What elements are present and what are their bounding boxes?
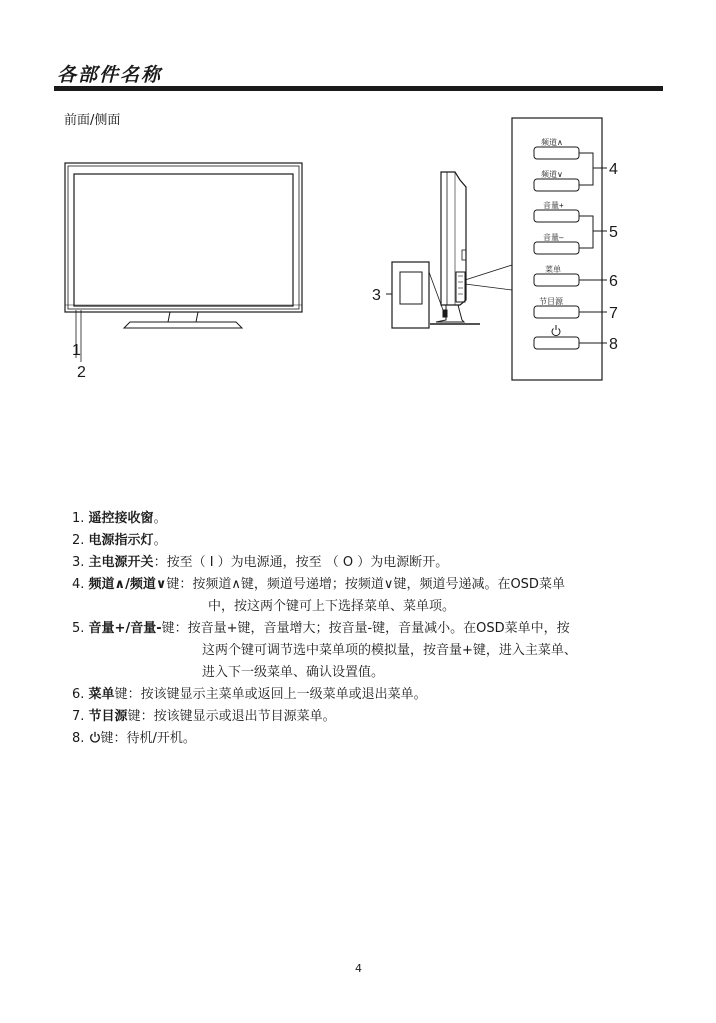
tv-front-view (65, 163, 302, 362)
item-term: 主电源开关 (88, 555, 154, 570)
item-term: 频道∧/频道∨ (88, 577, 167, 592)
list-item-continuation: 进入下一级菜单、确认设置值。 (202, 665, 385, 680)
list-item (72, 574, 565, 596)
callout-4: 4 (609, 161, 618, 178)
item-term: 遥控接收窗 (88, 511, 154, 526)
section-subtitle: 前面/侧面 (64, 113, 121, 128)
page-title: 各部件名称 (57, 64, 163, 86)
list-item (72, 530, 167, 552)
item-text: 。 (153, 533, 167, 548)
item-text: 键：按该键显示或退出节目源菜单。 (127, 709, 336, 724)
item-number: 6. (72, 687, 85, 702)
item-number: 8. (72, 731, 85, 746)
item-text: 。 (153, 511, 167, 526)
callout-5: 5 (609, 224, 618, 241)
item-term: 音量+/音量- (88, 621, 162, 636)
item-number: 3. (72, 555, 85, 570)
btn-label-ch-up: 频道∧ (541, 138, 563, 147)
btn-label-source: 节目源 (539, 297, 563, 306)
list-item (72, 552, 448, 574)
list-item (72, 618, 570, 640)
list-item (72, 728, 196, 750)
callout-1: 1 (72, 342, 81, 359)
btn-label-vol-up: 音量+ (543, 201, 564, 210)
page-number: 4 (355, 962, 362, 975)
callout-7: 7 (609, 305, 618, 322)
tv-side-view (386, 172, 512, 328)
button-panel (512, 118, 607, 380)
item-text: 键：按该键显示主菜单或返回上一级菜单或退出菜单。 (114, 687, 427, 702)
list-item-continuation: 中，按这两个键可上下选择菜单、菜单项。 (208, 599, 456, 614)
item-term: 电源指示灯 (88, 533, 154, 548)
item-number: 5. (72, 621, 85, 636)
callout-6: 6 (609, 273, 618, 290)
item-text: 键：待机/开机。 (100, 731, 196, 746)
callout-8: 8 (609, 336, 618, 353)
item-term: 节目源 (88, 709, 128, 724)
btn-label-menu: 菜单 (545, 265, 561, 274)
item-text: 键：按音量+键，音量增大；按音量-键，音量减小。在OSD菜单中，按 (161, 621, 570, 636)
btn-label-ch-down: 频道∨ (541, 170, 563, 179)
item-number: 7. (72, 709, 85, 724)
item-text: ：按至（ I ）为电源通，按至 （ O ）为电源断开。 (153, 555, 449, 570)
list-item (72, 706, 336, 728)
btn-label-vol-down: 音量– (543, 233, 564, 242)
item-term: 菜单 (88, 687, 115, 702)
power-icon (552, 325, 560, 336)
list-item-continuation: 这两个键可调节选中菜单项的模拟量，按音量+键，进入主菜单、 (202, 643, 577, 658)
item-number: 1. (72, 511, 85, 526)
list-item (72, 684, 427, 706)
item-text: 键：按频道∧键，频道号递增；按频道∨键，频道号递减。在OSD菜单 (166, 577, 565, 592)
callout-2: 2 (77, 364, 86, 381)
callout-3: 3 (372, 287, 381, 304)
list-item (72, 508, 167, 530)
tv-diagram (0, 0, 716, 400)
item-number: 4. (72, 577, 85, 592)
item-number: 2. (72, 533, 85, 548)
power-icon (89, 731, 101, 743)
